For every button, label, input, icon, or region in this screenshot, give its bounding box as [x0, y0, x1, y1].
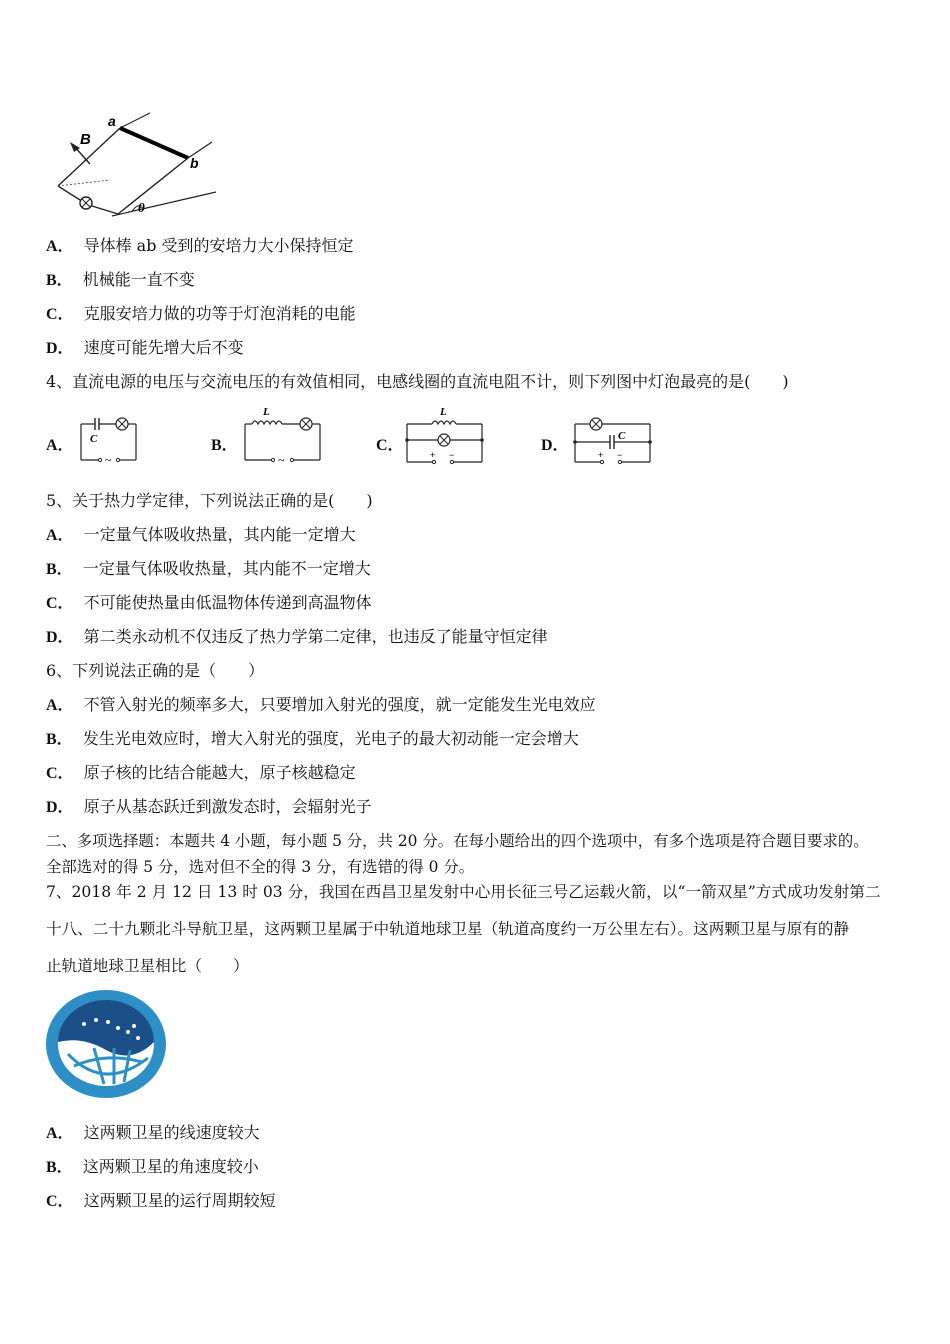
q4-option-d-letter: D．	[541, 437, 569, 454]
q4-circuit-b	[240, 404, 326, 466]
svg-text:+: +	[430, 450, 436, 460]
beidou-logo	[44, 988, 168, 1100]
svg-text:L: L	[440, 406, 447, 418]
q3-option-b: B． 机械能一直不变	[46, 270, 195, 289]
q7-option-c: C． 这两颗卫星的运行周期较短	[46, 1191, 276, 1210]
label-theta: θ	[138, 200, 145, 215]
q5-stem: 5、关于热力学定律，下列说法正确的是( )	[46, 491, 373, 510]
svg-text:~: ~	[105, 453, 112, 466]
svg-text:C: C	[90, 433, 98, 445]
incline-rail-figure	[46, 110, 226, 222]
q6-option-d: D． 原子从基态跃迁到激发态时，会辐射光子	[46, 797, 372, 816]
q3-option-d: D． 速度可能先增大后不变	[46, 338, 244, 357]
svg-text:−: −	[617, 450, 623, 460]
q7-stem-line3: 止轨道地球卫星相比（ ）	[46, 957, 249, 975]
q3-option-c: C． 克服安培力做的功等于灯泡消耗的电能	[46, 304, 356, 323]
svg-text:−: −	[449, 450, 455, 460]
svg-text:C: C	[618, 430, 626, 442]
q7-option-b: B． 这两颗卫星的角速度较小	[46, 1157, 259, 1176]
q3-option-a: A． 导体棒 ab 受到的安培力大小保持恒定	[46, 236, 354, 255]
q4-option-b-letter: B．	[211, 437, 238, 454]
label-b: b	[190, 155, 199, 171]
q6-stem: 6、下列说法正确的是（ ）	[46, 661, 265, 680]
q7-stem-line2: 十八、二十九颗北斗导航卫星，这两颗卫星属于中轨道地球卫星（轨道高度约一万公里左右）。这两颗卫星与原有的静	[46, 920, 850, 938]
q4-stem: 4、直流电源的电压与交流电压的有效值相同，电感线圈的直流电阻不计，则下列图中灯泡最亮的是( )	[46, 372, 789, 391]
q4-circuit-a	[76, 414, 142, 466]
q7-stem-line1: 7、2018 年 2 月 12 日 13 时 03 分，我国在西昌卫星发射中心用长征三号乙运载火箭，以“一箭双星”方式成功发射第二	[46, 883, 881, 901]
q7-option-a: A． 这两颗卫星的线速度较大	[46, 1123, 260, 1142]
q4-circuit-d	[570, 412, 656, 468]
q6-option-c: C． 原子核的比结合能越大，原子核越稳定	[46, 763, 356, 782]
svg-text:L: L	[263, 406, 270, 418]
q4-option-a-letter: A．	[46, 437, 74, 454]
q4-option-c-letter: C．	[376, 437, 404, 454]
section2-instructions-line2: 全部选对的得 5 分，选对但不全的得 3 分，有选错的得 0 分。	[46, 858, 475, 876]
q5-option-a: A． 一定量气体吸收热量，其内能一定增大	[46, 525, 356, 544]
q6-option-a: A． 不管入射光的频率多大，只要增加入射光的强度，就一定能发生光电效应	[46, 695, 596, 714]
q5-option-c: C． 不可能使热量由低温物体传递到高温物体	[46, 593, 372, 612]
section2-instructions-line1: 二、多项选择题：本题共 4 小题，每小题 5 分，共 20 分。在每小题给出的四个选项中，有多个选项是符合题目要求的。	[46, 832, 869, 850]
q5-option-b: B． 一定量气体吸收热量，其内能不一定增大	[46, 559, 371, 578]
svg-text:~: ~	[278, 453, 285, 466]
q4-circuit-c	[402, 404, 488, 468]
q6-option-b: B． 发生光电效应时，增大入射光的强度，光电子的最大初动能一定会增大	[46, 729, 579, 748]
label-B: B	[80, 131, 91, 148]
label-a: a	[108, 113, 116, 129]
svg-text:+: +	[598, 450, 604, 460]
q5-option-d: D． 第二类永动机不仅违反了热力学第二定律，也违反了能量守恒定律	[46, 627, 548, 646]
